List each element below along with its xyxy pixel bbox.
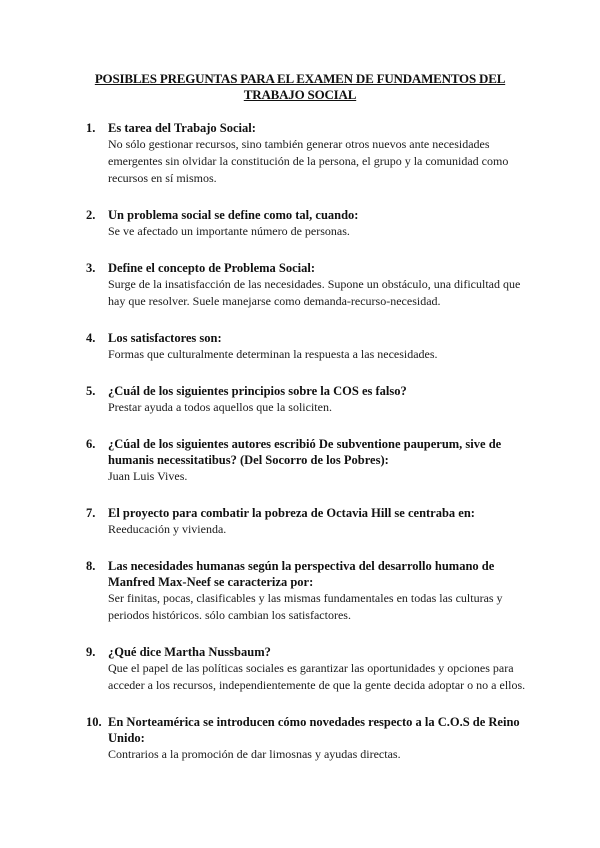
- answer-text: Contrarios a la promoción de dar limosnas y ayudas directas.: [108, 747, 401, 761]
- question-item: [86, 383, 526, 416]
- answer-text: Juan Luis Vives.: [108, 469, 188, 483]
- question-number: 8.: [86, 559, 96, 573]
- question-item: [86, 558, 526, 624]
- question-text: Un problema social se define como tal, cuando:: [108, 208, 359, 222]
- answer-text: Reeducación y vivienda.: [108, 522, 227, 536]
- answer-text: Formas que culturalmente determinan la respuesta a las necesidades.: [108, 347, 438, 361]
- question-number: 4.: [86, 331, 96, 345]
- question-text: Es tarea del Trabajo Social:: [108, 121, 256, 135]
- answer-text: Prestar ayuda a todos aquellos que la soliciten.: [108, 400, 332, 414]
- question-number: 6.: [86, 437, 96, 451]
- answer-text: Ser finitas, pocas, clasificables y las mismas fundamentales en todas las culturas y periodos históricos. sólo cambian los satisfactores.: [108, 591, 503, 622]
- question-item: [86, 714, 526, 763]
- question-number: 1.: [86, 121, 96, 135]
- question-text: Las necesidades humanas según la perspectiva del desarrollo humano de Manfred Max-Neef se caracteriza por:: [108, 559, 495, 589]
- question-number: 7.: [86, 506, 96, 520]
- answer-text: Surge de la insatisfacción de las necesidades. Supone un obstáculo, una dificultad que hay que resolver. Suele manejarse como demanda-recurso-necesidad.: [108, 277, 521, 308]
- question-number: 2.: [86, 208, 96, 222]
- question-item: [86, 207, 526, 240]
- question-item: [86, 330, 526, 363]
- question-number: 10.: [86, 715, 102, 729]
- question-text: ¿Cuál de los siguientes principios sobre la COS es falso?: [108, 384, 407, 398]
- question-text: El proyecto para combatir la pobreza de Octavia Hill se centraba en:: [108, 506, 475, 520]
- question-text: En Norteamérica se introducen cómo novedades respecto a la C.O.S de Reino Unido:: [108, 715, 520, 745]
- question-text: Define el concepto de Problema Social:: [108, 261, 316, 275]
- question-item: [86, 436, 526, 485]
- question-text: ¿Qué dice Martha Nussbaum?: [108, 645, 271, 659]
- answer-text: Que el papel de las políticas sociales es garantizar las oportunidades y opciones para acceder a los recursos, independientemente de que la gente decida adoptar o no a ellos.: [108, 661, 526, 692]
- answer-text: Se ve afectado un importante número de personas.: [108, 224, 350, 238]
- question-list: [86, 120, 526, 783]
- question-text: Los satisfactores son:: [108, 331, 222, 345]
- question-item: [86, 260, 526, 310]
- question-item: [86, 120, 526, 187]
- question-item: [86, 505, 526, 538]
- question-number: 5.: [86, 384, 96, 398]
- page-title: POSIBLES PREGUNTAS PARA EL EXAMEN DE FUNDAMENTOS DEL TRABAJO SOCIAL: [94, 71, 506, 102]
- answer-text: No sólo gestionar recursos, sino también generar otros nuevos ante necesidades emergentes sin olvidar la constitución de la persona, el grupo y la comunidad como recursos en sí mismos.: [108, 137, 509, 185]
- question-text: ¿Cúal de los siguientes autores escribió De subventione pauperum, sive de humanis necessitatibus? (Del Socorro de los Pobres):: [108, 437, 502, 467]
- question-number: 9.: [86, 645, 96, 659]
- question-number: 3.: [86, 261, 96, 275]
- question-item: [86, 644, 526, 694]
